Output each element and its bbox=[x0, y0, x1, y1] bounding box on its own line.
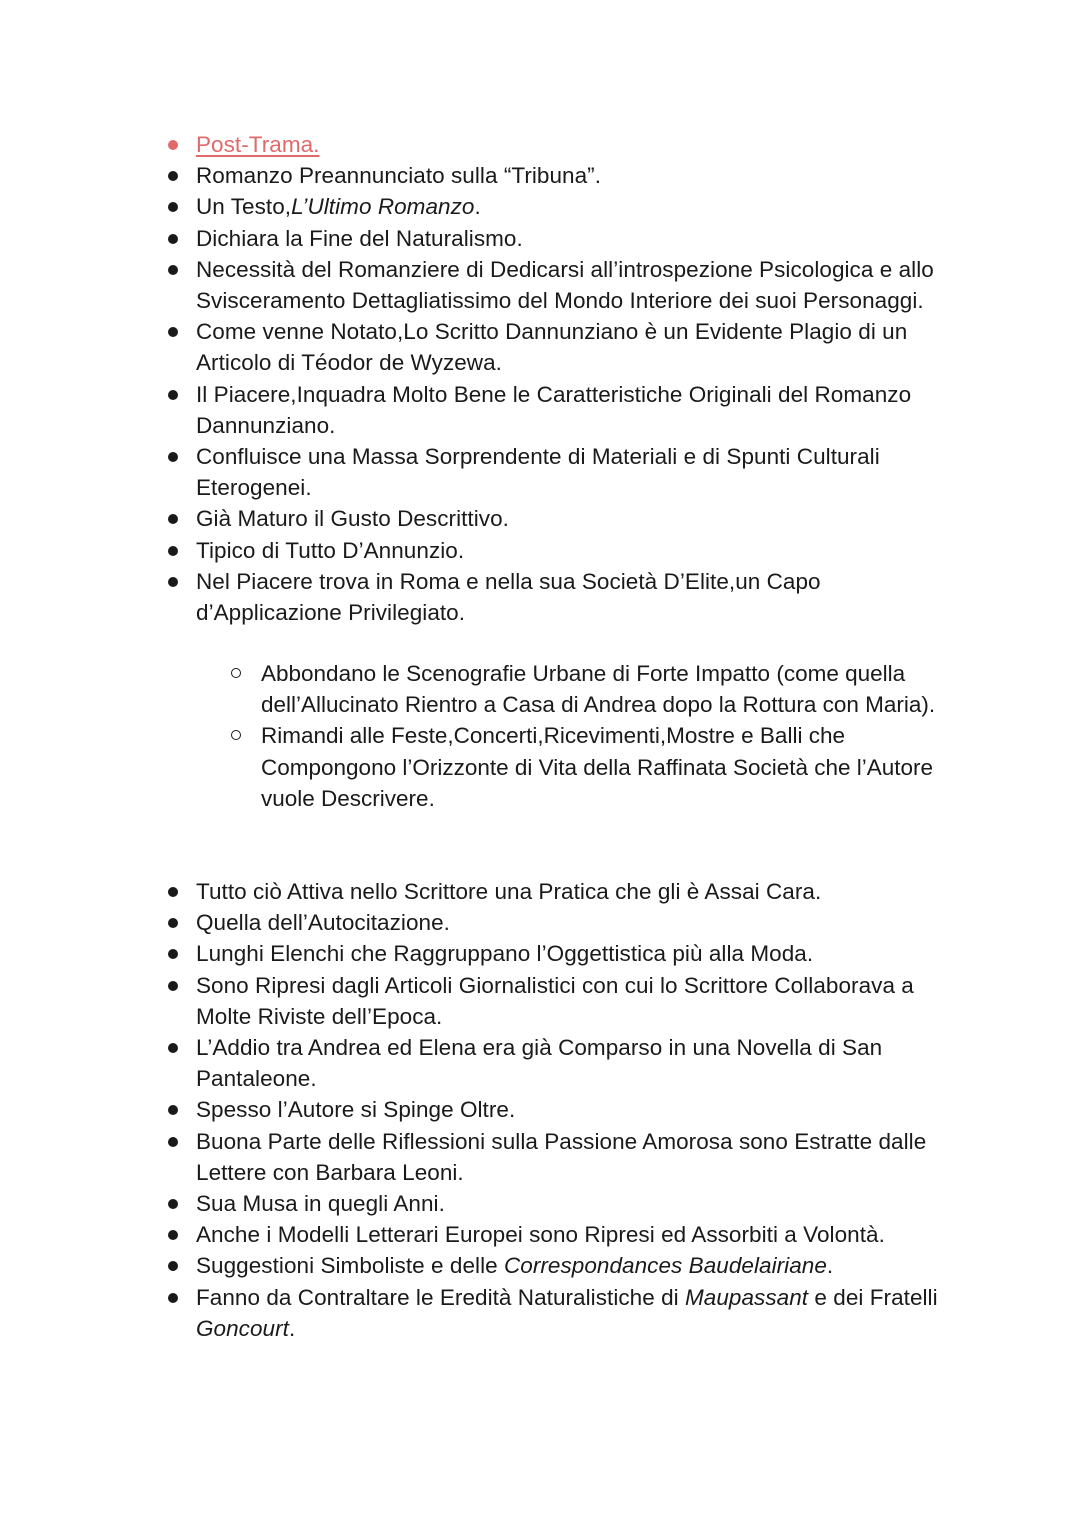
list-item: Tipico di Tutto D’Annunzio. bbox=[160, 535, 960, 566]
sub-bullet-list bbox=[226, 658, 946, 814]
list-item: Nel Piacere trova in Roma e nella sua Società D’Elite,un Capo d’Applicazione Privilegiato. bbox=[160, 566, 960, 628]
bullet-list-top bbox=[160, 129, 960, 628]
list-item: Lunghi Elenchi che Raggruppano l’Oggettistica più alla Moda. bbox=[160, 938, 960, 969]
list-item: Necessità del Romanziere di Dedicarsi all’introspezione Psicologica e allo Svisceramento Dettagliatissimo del Mondo Interiore dei suoi Personaggi. bbox=[160, 254, 960, 316]
list-item: Il Piacere,Inquadra Molto Bene le Caratteristiche Originali del Romanzo Dannunziano. bbox=[160, 379, 960, 441]
sub-list-item: Rimandi alle Feste,Concerti,Ricevimenti,Mostre e Balli che Compongono l’Orizzonte di Vita della Raffinata Società che l’Autore vuole Descrivere. bbox=[226, 720, 946, 814]
list-item: Buona Parte delle Riflessioni sulla Passione Amorosa sono Estratte dalle Lettere con Barbara Leoni. bbox=[160, 1126, 960, 1188]
bullet-list-bottom bbox=[160, 876, 960, 1344]
list-item: Dichiara la Fine del Naturalismo. bbox=[160, 223, 960, 254]
list-item: Suggestioni Simboliste e delle Correspondances Baudelairiane. bbox=[160, 1250, 960, 1281]
list-item: Confluisce una Massa Sorprendente di Materiali e di Spunti Culturali Eterogenei. bbox=[160, 441, 960, 503]
list-item: Un Testo,L’Ultimo Romanzo. bbox=[160, 191, 960, 222]
sub-list-item: Abbondano le Scenografie Urbane di Forte Impatto (come quella dell’Allucinato Rientro a Casa di Andrea dopo la Rottura con Maria). bbox=[226, 658, 946, 720]
list-item: Spesso l’Autore si Spinge Oltre. bbox=[160, 1094, 960, 1125]
post-trama-link[interactable]: Post-Trama. bbox=[196, 132, 320, 157]
list-item: Come venne Notato,Lo Scritto Dannunziano è un Evidente Plagio di un Articolo di Téodor de Wyzewa. bbox=[160, 316, 960, 378]
list-item: Anche i Modelli Letterari Europei sono Ripresi ed Assorbiti a Volontà. bbox=[160, 1219, 960, 1250]
list-item: Tutto ciò Attiva nello Scrittore una Pratica che gli è Assai Cara. bbox=[160, 876, 960, 907]
list-item: L’Addio tra Andrea ed Elena era già Comparso in una Novella di San Pantaleone. bbox=[160, 1032, 960, 1094]
list-item: Sono Ripresi dagli Articoli Giornalistici con cui lo Scrittore Collaborava a Molte Riviste dell’Epoca. bbox=[160, 970, 960, 1032]
list-item: Quella dell’Autocitazione. bbox=[160, 907, 960, 938]
list-item: Sua Musa in quegli Anni. bbox=[160, 1188, 960, 1219]
list-item: Romanzo Preannunciato sulla “Tribuna”. bbox=[160, 160, 960, 191]
list-item: Fanno da Contraltare le Eredità Naturalistiche di Maupassant e dei Fratelli Goncourt. bbox=[160, 1282, 960, 1344]
list-item-heading bbox=[160, 129, 960, 160]
list-item: Già Maturo il Gusto Descrittivo. bbox=[160, 503, 960, 534]
